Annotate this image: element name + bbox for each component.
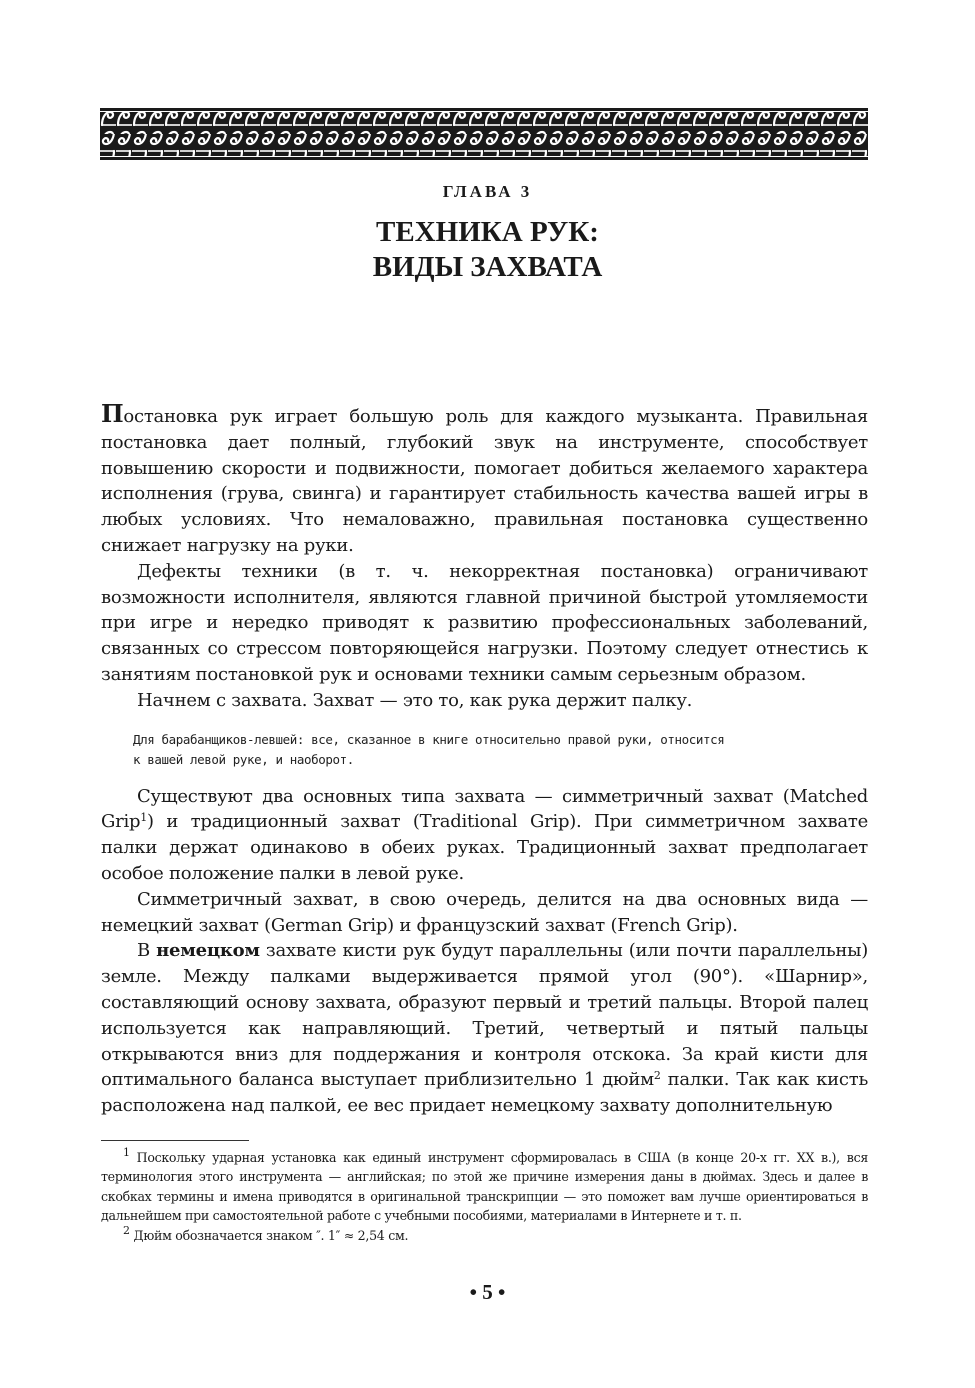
footnote-ref-2: 2 [653, 1069, 661, 1083]
footnote-ref-1: 1 [140, 811, 148, 825]
paragraph-6-text-c: палки. Так как кисть расположена над палкой, ее вес придает немецкому захвату дополнительную [101, 1069, 869, 1117]
paragraph-4-text-b: ) и традиционный захват (Traditional Grip). При симметричном захвате палки держат одинаково в обеих руках. Традиционный захват предполагает особое положение палки в левой руке. [101, 811, 868, 884]
paragraph-2: Дефекты техники (в т. ч. некорректная постановка) ограничивают возможности исполнителя, являются главной причиной быстрой утомляемости при игре и нередко приводят к развитию профессиональных заболеваний, связанных со стрессом повторяющейся нагрузки. Поэтому следует отнестись к занятиям постановкой рук и основами техники самым серьезным образом. [101, 560, 868, 685]
paragraph-4 [101, 784, 868, 887]
paragraph-5: Симметричный захват, в свою очередь, делится на два основных вида — немецкий захват (German Grip) и французский захват (French Grip). [101, 888, 868, 936]
paragraph-4-text-a: Существуют два основных типа захвата — симметричный захват (Matched Grip [101, 785, 868, 833]
chapter-title-line-2: ВИДЫ ЗАХВАТА [372, 251, 603, 283]
paragraph-6 [101, 938, 868, 1119]
footnote-2-text: Дюйм обозначается знаком ″. 1″ ≈ 2,54 см. [129, 1227, 409, 1243]
footnotes [101, 1148, 868, 1245]
paragraph-6-text-b: захвате кисти рук будут параллельны (или почти параллельны) земле. Между палками выдерживается прямой угол (90°). «Шарнир», составляющий основу захвата, образуют первый и третий пальцы. Второй палец используется как направляющий. Третий, четвертый и пятый пальцы открываются вниз для поддержания и контроля отскока. За край кисти для оптимального баланса выступает приблизительно 1 дюйм [101, 940, 868, 1091]
footnote-2-mark: 2 [123, 1223, 130, 1237]
footnote-1 [101, 1148, 868, 1226]
footnote-divider [101, 1140, 249, 1141]
note-line-1: Для барабанщиков-левшей: все, сказанное в книге относительно правой руки, относится [133, 731, 725, 747]
drop-cap: П [101, 399, 124, 428]
paragraph-6-bold: немецком [156, 940, 260, 962]
body-text [101, 399, 869, 1119]
greek-wave-border-icon [100, 108, 868, 160]
page-number: • 5 • [469, 1280, 506, 1304]
note-line-2: к вашей левой руке, и наоборот. [133, 751, 354, 767]
paragraph-1-text: остановка рук играет большую роль для каждого музыканта. Правильная постановка дает полный, глубокий звук на инструменте, способствует повышению скорости и подвижности, помогает добиться желаемого характера исполнения (грува, свинга) и гарантирует стабильность качества вашей игры в любых условиях. Что немаловажно, правильная постановка существенно снижает нагрузку на руки. [101, 406, 868, 556]
footnote-1-text: Поскольку ударная установка как единый инструмент сформировалась в США (в конце 20-х гг. XX в.), вся терминология этого инструмента — английская; по этой же причине измерения даны в дюймах. Здесь и далее в скобках термины и имена приводятся в оригинальной транскрипции — это поможет вам лучше ориентироваться в дальнейшем при самостоятельной работе с учебными пособиями, материалами в Интернете и т. п. [101, 1150, 868, 1224]
left-handed-note [133, 730, 868, 770]
paragraph-3: Начнем с захвата. Захват — это то, как рука держит палку. [137, 689, 693, 711]
paragraph-1 [101, 399, 868, 559]
footnote-1-mark: 1 [123, 1146, 130, 1159]
chapter-title [0, 215, 975, 285]
chapter-title-line-1: ТЕХНИКА РУК: [376, 216, 599, 248]
paragraph-6-text-a: В [137, 940, 157, 962]
footnote-2 [101, 1223, 868, 1245]
chapter-label: ГЛАВА 3 [442, 182, 533, 201]
